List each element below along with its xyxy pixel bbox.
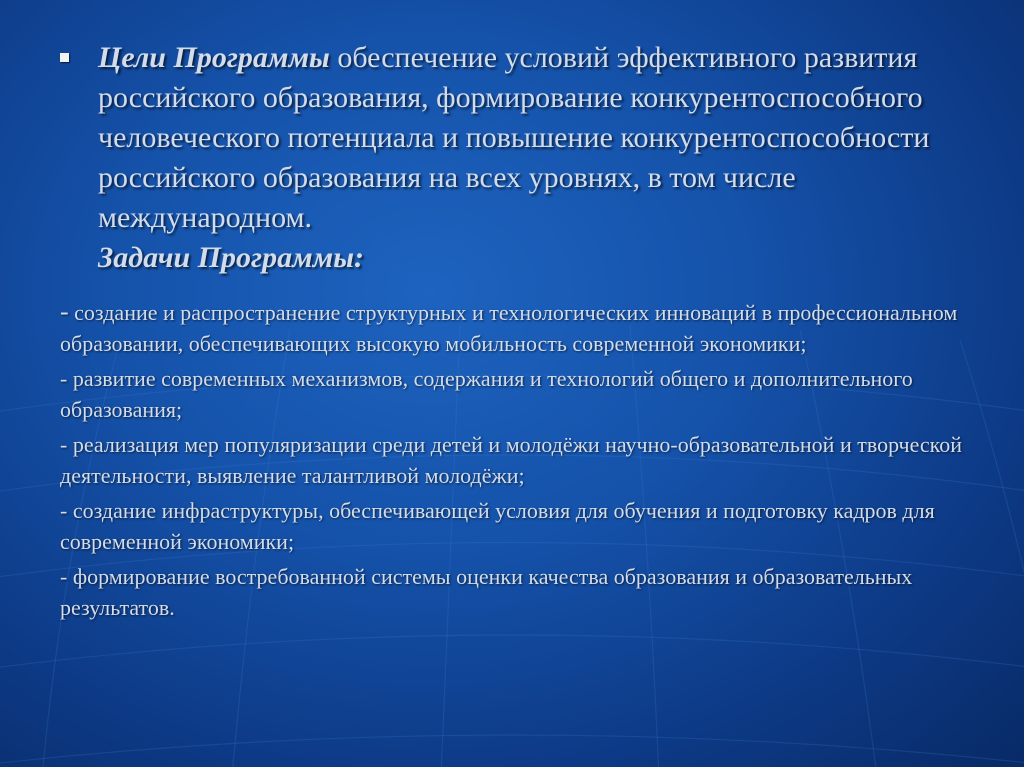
goals-heading: Цели Программы — [98, 41, 330, 74]
task-text: создание и распространение структурных и технологических инноваций в профессиональном образовании, обеспечивающих высокую мобильность современной экономики; — [60, 300, 958, 356]
task-item: - создание и распространение структурных и технологических инноваций в профессиональном образовании, обеспечивающих высокую мобильность современной экономики; — [60, 297, 958, 356]
goals-text: обеспечение условий эффективного развития российского образования, формирование конкурентоспособного человеческого потенциала и повышение конкурентоспособности российского образования на всех уровнях, в том числе международном. — [98, 41, 930, 234]
tasks-list — [60, 296, 990, 627]
task-item: - формирование востребованной системы оценки качества образования и образовательных результатов. — [60, 564, 913, 620]
goals-paragraph — [98, 38, 998, 278]
task-item: - создание инфраструктуры, обеспечивающей условия для обучения и подготовку кадров для современной экономики; — [60, 498, 935, 554]
task-item: - развитие современных механизмов, содержания и технологий общего и дополнительного образования; — [60, 366, 913, 422]
task-text: реализация мер популяризации среди детей и молодёжи научно-образовательной и творческой деятельности, выявление талантливой молодёжи; — [60, 432, 963, 488]
task-text: создание инфраструктуры, обеспечивающей условия для обучения и подготовку кадров для современной экономики; — [60, 498, 935, 554]
task-text: формирование востребованной системы оценки качества образования и образовательных результатов. — [60, 564, 913, 620]
tasks-heading: Задачи Программы: — [98, 241, 365, 274]
task-text: развитие современных механизмов, содержания и технологий общего и дополнительного образования; — [60, 366, 913, 422]
square-bullet-icon — [60, 53, 69, 62]
task-item: - реализация мер популяризации среди детей и молодёжи научно-образовательной и творческой деятельности, выявление талантливой молодёжи; — [60, 432, 963, 488]
